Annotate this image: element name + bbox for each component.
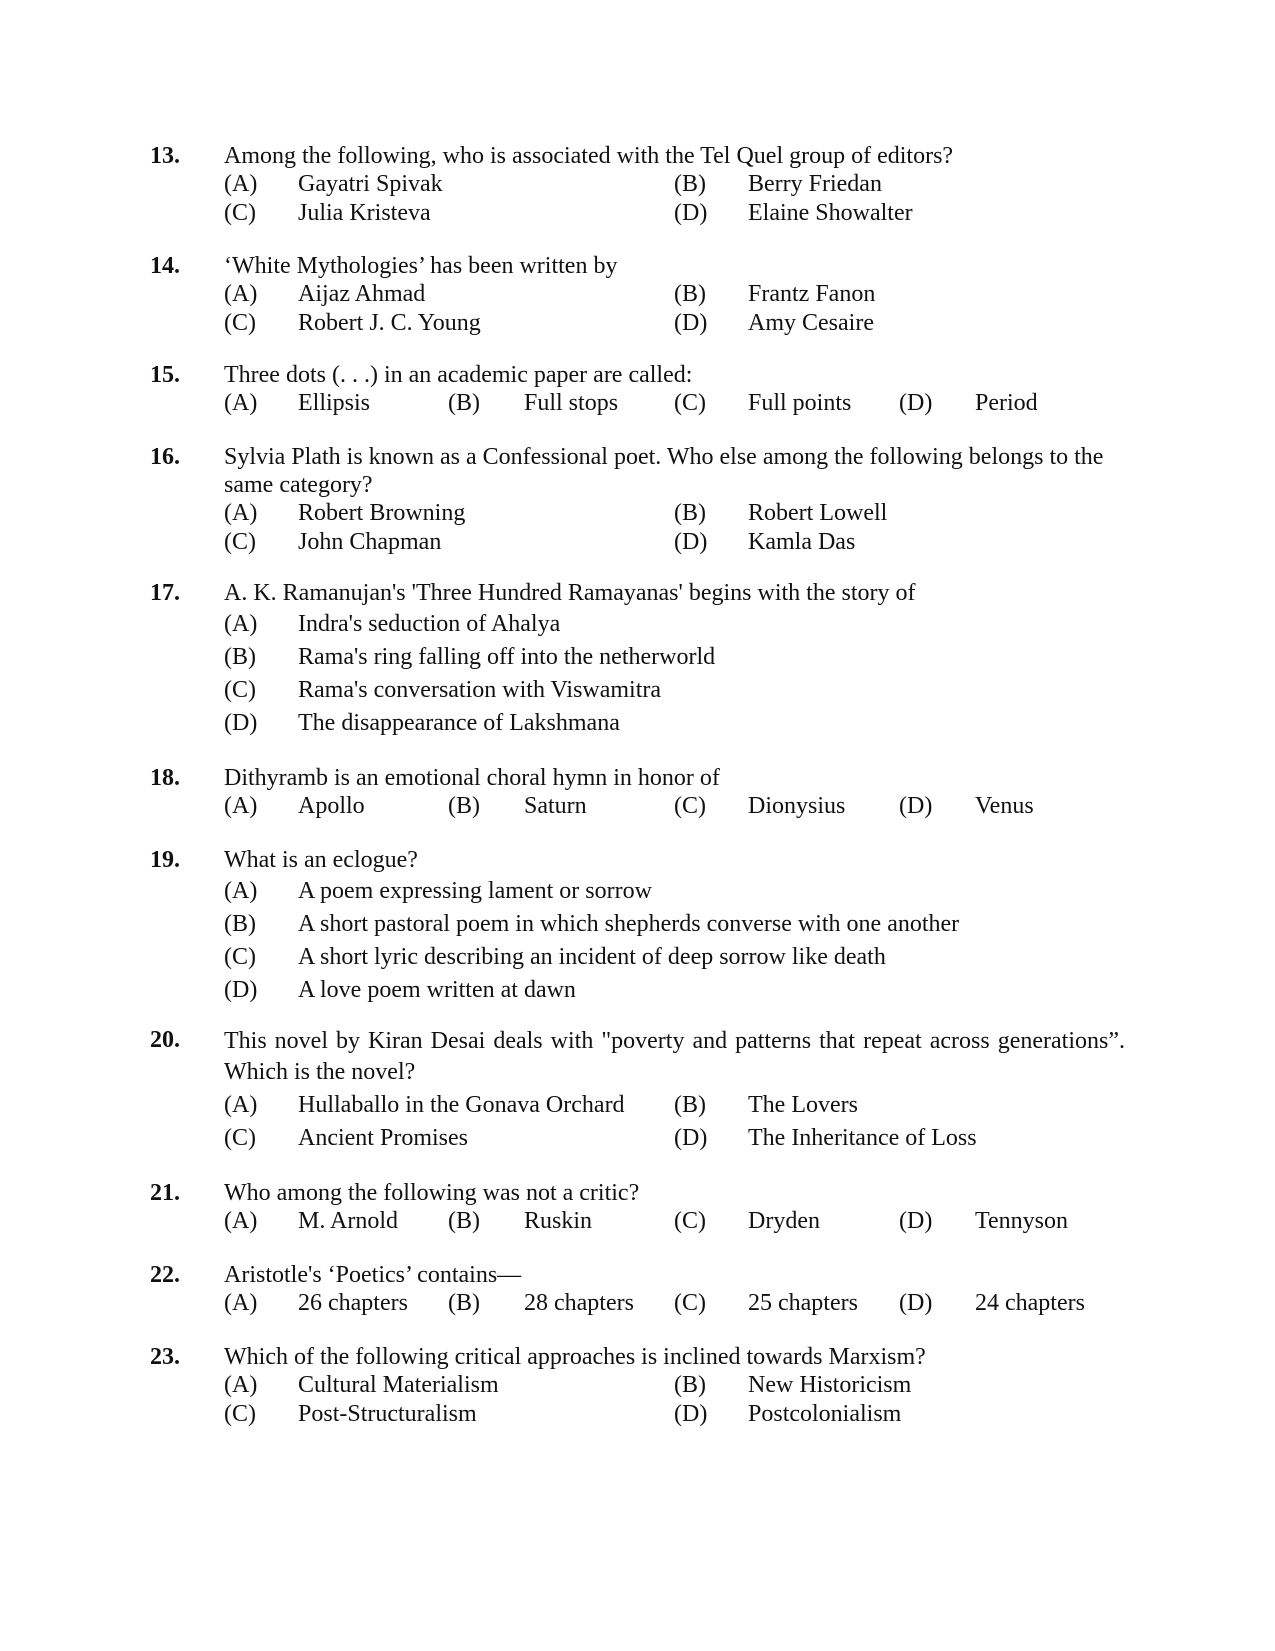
option-b: (B) Robert Lowell: [674, 500, 888, 526]
question-number: 15.: [150, 362, 180, 388]
question-21: [150, 1179, 1125, 1236]
question-stem: A. K. Ramanujan's 'Three Hundred Ramayanas' begins with the story of: [224, 580, 916, 606]
question-number: 17.: [150, 580, 180, 606]
option-d: (D) The Inheritance of Loss: [674, 1125, 977, 1151]
question-stem: Among the following, who is associated with the Tel Quel group of editors?: [224, 143, 954, 169]
option-d: (D) A love poem written at dawn: [224, 977, 576, 1003]
option-c: (C) Post-Structuralism: [224, 1401, 477, 1427]
option-b: (B) Saturn: [448, 793, 587, 819]
option-d: (D) Kamla Das: [674, 529, 856, 555]
question-number: 20.: [150, 1027, 180, 1053]
question-number: 22.: [150, 1262, 180, 1288]
option-a: (A) Ellipsis: [224, 390, 371, 416]
question-19: [150, 846, 1125, 1009]
question-20: [150, 1026, 1125, 1153]
option-c: (C) Full points: [674, 390, 852, 416]
question-number: 21.: [150, 1180, 180, 1206]
question-number: 18.: [150, 765, 180, 791]
option-a: (A) Indra's seduction of Ahalya: [224, 611, 561, 637]
option-b: (B) Frantz Fanon: [674, 281, 876, 307]
option-a: (A) Hullaballo in the Gonava Orchard: [224, 1092, 625, 1118]
question-number: 23.: [150, 1344, 180, 1370]
question-stem: ‘White Mythologies’ has been written by: [224, 253, 618, 279]
option-c: (C) Rama's conversation with Viswamitra: [224, 677, 662, 703]
question-number: 14.: [150, 253, 180, 279]
question-number: 19.: [150, 847, 180, 873]
question-number: 16.: [150, 444, 180, 470]
options: [224, 1289, 1125, 1318]
question-stem: Who among the following was not a critic?: [224, 1180, 640, 1206]
option-b: (B) The Lovers: [674, 1092, 858, 1118]
option-d: (D) Venus: [899, 793, 1034, 819]
option-c: (C) Dryden: [674, 1208, 820, 1234]
option-a: (A) A poem expressing lament or sorrow: [224, 878, 652, 904]
option-b: (B) Berry Friedan: [674, 171, 882, 197]
question-stem: Sylvia Plath is known as a Confessional poet. Who else among the following belongs to the same category?: [224, 444, 1104, 498]
option-a: (A) Aijaz Ahmad: [224, 281, 426, 307]
option-d: (D) Postcolonialism: [674, 1401, 902, 1427]
question-18: [150, 764, 1125, 821]
question-17: [150, 579, 1125, 742]
question-15: [150, 361, 1125, 418]
options: [224, 280, 1125, 338]
option-d: (D) The disappearance of Lakshmana: [224, 710, 620, 736]
option-d: (D) Tennyson: [899, 1208, 1068, 1234]
option-d: (D) Amy Cesaire: [674, 310, 874, 336]
option-a: (A) Apollo: [224, 793, 365, 819]
options: [224, 1091, 1125, 1153]
option-a: (A) Gayatri Spivak: [224, 171, 443, 197]
options: [224, 389, 1125, 418]
question-13: [150, 142, 1125, 228]
options: [224, 499, 1125, 557]
question-stem: Dithyramb is an emotional choral hymn in honor of: [224, 765, 720, 791]
option-c: (C) Julia Kristeva: [224, 200, 431, 226]
option-b: (B) 28 chapters: [448, 1290, 634, 1316]
question-stem: This novel by Kiran Desai deals with "poverty and patterns that repeat across generations”. Which is the novel?: [224, 1028, 1125, 1085]
options: [224, 1371, 1125, 1429]
option-d: (D) Period: [899, 390, 1038, 416]
question-stem: Three dots (. . .) in an academic paper are called:: [224, 362, 693, 388]
options: [224, 610, 1125, 742]
option-b: (B) Ruskin: [448, 1208, 593, 1234]
option-c: (C) John Chapman: [224, 529, 442, 555]
question-16: [150, 443, 1125, 557]
option-d: (D) 24 chapters: [899, 1290, 1085, 1316]
option-a: (A) M. Arnold: [224, 1208, 399, 1234]
option-a: (A) 26 chapters: [224, 1290, 408, 1316]
question-14: [150, 252, 1125, 338]
options: [224, 877, 1125, 1009]
option-b: (B) A short pastoral poem in which shepherds converse with one another: [224, 911, 960, 937]
question-stem: Aristotle's ‘Poetics’ contains—: [224, 1262, 522, 1288]
question-22: [150, 1261, 1125, 1318]
option-a: (A) Robert Browning: [224, 500, 466, 526]
option-b: (B) Rama's ring falling off into the netherworld: [224, 644, 716, 670]
question-number: 13.: [150, 143, 180, 169]
option-c: (C) 25 chapters: [674, 1290, 858, 1316]
option-c: (C) Robert J. C. Young: [224, 310, 481, 336]
option-c: (C) Dionysius: [674, 793, 846, 819]
option-a: (A) Cultural Materialism: [224, 1372, 499, 1398]
option-d: (D) Elaine Showalter: [674, 200, 913, 226]
options: [224, 170, 1125, 228]
question-stem: Which of the following critical approaches is inclined towards Marxism?: [224, 1344, 926, 1370]
option-b: (B) New Historicism: [674, 1372, 912, 1398]
option-c: (C) A short lyric describing an incident of deep sorrow like death: [224, 944, 886, 970]
option-c: (C) Ancient Promises: [224, 1125, 468, 1151]
options: [224, 1207, 1125, 1236]
option-b: (B) Full stops: [448, 390, 619, 416]
options: [224, 792, 1125, 821]
question-23: [150, 1343, 1125, 1429]
question-stem: What is an eclogue?: [224, 847, 418, 873]
